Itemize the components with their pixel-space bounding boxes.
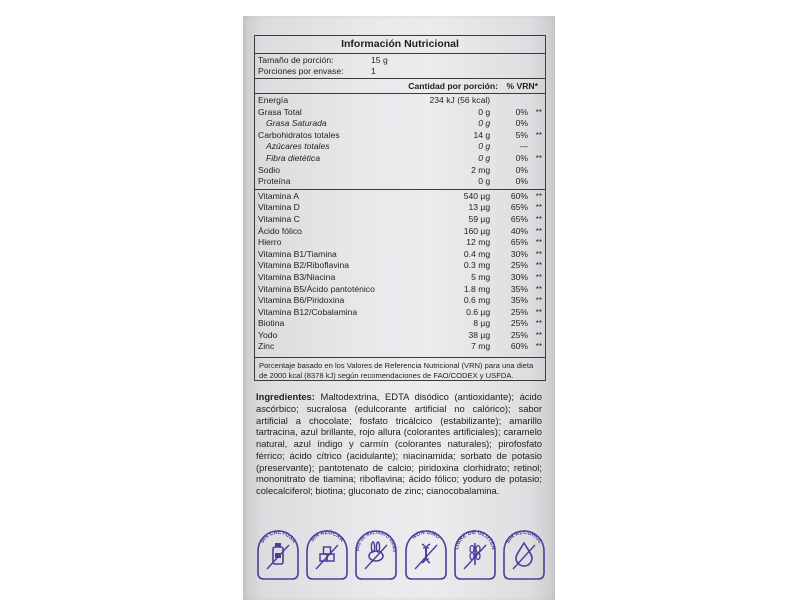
nutrient-amount: 0.6 µg (466, 306, 491, 317)
nutrient-amount: 160 µg (463, 225, 491, 236)
nutrient-pct: 5% (515, 129, 529, 140)
nutrient-footnote-mark: ** (535, 272, 542, 282)
nutrient-amount: 0 g (478, 152, 491, 163)
nutrient-row (258, 272, 542, 284)
nutrient-amount: 0.3 mg (463, 260, 491, 271)
nutrient-footnote-mark: ** (535, 261, 542, 271)
nutrient-pct: 65% (510, 202, 529, 213)
nutrient-name: Zinc (258, 341, 275, 352)
nutrient-footnote-mark: ** (535, 249, 542, 259)
nutrient-footnote-mark: ** (535, 153, 542, 163)
nutrient-row (258, 307, 542, 319)
footnote: Porcentaje basado en los Valores de Referencia Nutricional (VRN) para una dieta de 2000 kcal (8378 kJ) según recomendaciones de FAO/CODEX y USFDA. (255, 357, 545, 380)
nutrient-row (258, 95, 542, 107)
nutrient-pct: 65% (510, 213, 529, 224)
servings-row (258, 66, 541, 77)
nutrient-amount: 540 µg (463, 190, 491, 201)
badge-label: NON GMO (410, 529, 441, 541)
nutrient-name: Energía (258, 95, 289, 105)
badge-label: LIBRE DE GLUTEN (453, 529, 496, 551)
nutrient-row (258, 153, 542, 165)
nutrient-amount: 8 µg (473, 318, 491, 329)
badge (305, 525, 349, 581)
nutrient-name: Sodio (258, 164, 280, 175)
nutrient-pct: --- (519, 141, 529, 152)
ingredients-heading: Ingredientes: (256, 391, 315, 402)
nutrient-footnote-mark: ** (535, 191, 542, 201)
nutrient-row (258, 191, 542, 203)
nutrient-pct: 35% (510, 283, 529, 294)
nutrient-amount: 0.6 mg (463, 295, 491, 306)
nutrient-amount: 12 mg (466, 237, 491, 248)
nutrient-amount: 234 kJ (56 kcal) (429, 95, 491, 105)
nutrient-name: Ácido fólico (258, 225, 302, 236)
nutrient-amount: 59 µg (468, 213, 491, 224)
column-header (255, 79, 545, 94)
badge-label: SIN LACTOSA (259, 529, 297, 545)
nutrient-row (258, 260, 542, 272)
nutrient-amount: 0 g (478, 141, 491, 152)
nutrient-name: Azúcares totales (266, 141, 330, 152)
portion-size-label: Tamaño de porción: (258, 55, 334, 65)
nutrient-footnote-mark: ** (535, 238, 542, 248)
amount-column-header: Cantidad por porción: (408, 81, 498, 91)
nutrient-footnote-mark: ** (535, 284, 542, 294)
section-divider (255, 189, 545, 190)
nutrition-title: Información Nutricional (255, 36, 545, 54)
nutrient-row (258, 295, 542, 307)
nutrient-name: Proteína (258, 176, 291, 187)
nutrient-row (258, 249, 542, 261)
nutrient-row (258, 284, 542, 296)
nutrient-amount: 38 µg (468, 329, 491, 340)
badge (354, 525, 398, 581)
nutrient-name: Fibra dietética (266, 152, 320, 163)
badge-label: SIN AZÚCAR (309, 529, 345, 544)
portion-size-value: 15 g (371, 55, 388, 65)
ingredients-text (256, 391, 542, 497)
nutrient-row (258, 226, 542, 238)
nutrient-name: Vitamina D (258, 202, 300, 213)
nutrient-name: Yodo (258, 329, 278, 340)
nutrient-name: Hierro (258, 237, 282, 248)
nutrient-footnote-mark: ** (535, 296, 542, 306)
nutrient-name: Grasa Saturada (266, 118, 327, 129)
nutrient-row (258, 130, 542, 142)
nutrient-pct: 30% (510, 248, 529, 259)
nutrient-pct: 25% (510, 329, 529, 340)
nutrient-pct: 60% (510, 341, 529, 352)
badge (404, 525, 448, 581)
nutrient-footnote-mark: ** (535, 107, 542, 117)
nutrient-pct: 25% (510, 306, 529, 317)
nutrient-list (255, 94, 545, 353)
nutrient-row (258, 318, 542, 330)
nutrient-row (258, 202, 542, 214)
nutrient-pct: 25% (510, 318, 529, 329)
nutrient-name: Vitamina B5/Ácido pantoténico (258, 283, 375, 294)
nutrient-name: Vitamina B1/Tiamina (258, 248, 337, 259)
nutrient-row (258, 237, 542, 249)
nutrient-name: Biotina (258, 318, 285, 329)
nutrient-footnote-mark: ** (535, 226, 542, 236)
nutrient-pct: 30% (510, 271, 529, 282)
nutrient-footnote-mark: ** (535, 203, 542, 213)
nutrient-footnote-mark: ** (535, 214, 542, 224)
nutrient-footnote-mark (528, 176, 542, 188)
nutrient-name: Vitamina B6/Piridoxina (258, 295, 345, 306)
servings-value: 1 (371, 66, 376, 76)
nutrient-amount: 0 g (478, 118, 491, 129)
sugar-cubes-icon (320, 547, 334, 561)
nutrient-pct: 0% (515, 152, 529, 163)
nutrient-pct: 0% (515, 164, 529, 175)
nutrient-name: Vitamina B2/Riboflavina (258, 260, 350, 271)
nutrient-footnote-mark (528, 141, 542, 153)
nutrient-amount: 5 mg (471, 271, 491, 282)
nutrient-name: Vitamina B3/Niacina (258, 271, 336, 282)
nutrient-amount: 1.8 mg (463, 283, 491, 294)
nutrient-pct: 40% (510, 225, 529, 236)
nutrient-pct: 25% (510, 260, 529, 271)
nutrient-row (258, 214, 542, 226)
nutrient-footnote-mark: ** (535, 307, 542, 317)
nutrient-amount: 0.4 mg (463, 248, 491, 259)
nutrient-row (258, 118, 542, 130)
nutrient-footnote-mark: ** (535, 330, 542, 340)
nutrient-row (258, 330, 542, 342)
nutrient-name: Vitamina B12/Cobalamina (258, 306, 358, 317)
nutrient-amount: 14 g (473, 129, 491, 140)
nutrient-amount: 0 g (478, 106, 491, 117)
badge (453, 525, 497, 581)
portion-size-row (258, 55, 541, 66)
badge-row (256, 525, 546, 581)
nutrient-row (258, 176, 542, 188)
nutrient-amount: 0 g (478, 176, 491, 187)
nutrient-pct: 60% (510, 190, 529, 201)
nutrient-name: Vitamina A (258, 190, 299, 201)
nutrient-row (258, 341, 542, 353)
servings-label: Porciones por envase: (258, 66, 344, 76)
svg-text:LIBRE DE MALTRATO ANIMAL (354, 525, 397, 552)
nutrient-name: Carbohidratos totales (258, 129, 340, 140)
ingredients-list: Maltodextrina, EDTA disódico (antioxidante); ácido ascórbico; sucralosa (edulcorante artificial no calórico); sabor artificial a chocolate; fosfato tricálcico (estabilizante); amarillo tartracina, azul brillante, rojo allura (colorantes artificiales); caramelo natural, azul índigo y carmín (colorantes naturales); pirofosfato férrico; ácido cítrico (acidulante); niacinamida; sorbato de potasio (preservante); pantotenato de calcio; piridoxina clorhidrato; retinol; mononitrato de tiamina; riboflavina; ácido fólico; yoduro de potasio; colecalciferol; biotina; gluconato de zinc; cianocobalamina. (256, 391, 542, 496)
nutrient-pct: 0% (515, 176, 529, 187)
svg-text:SIN LACTOSA (259, 530, 297, 545)
nutrient-pct (490, 95, 528, 107)
nutrient-footnote-mark: ** (535, 130, 542, 140)
nutrient-footnote-mark: ** (535, 342, 542, 352)
badge-label: SIN ALCOHOL (504, 529, 543, 545)
nutrient-footnote-mark (528, 118, 542, 130)
nutrient-pct: 35% (510, 295, 529, 306)
badge (502, 525, 546, 581)
pct-column-header: % VRN* (506, 81, 538, 91)
badge-label: BRE DE MALTRATO ANIMA (355, 529, 398, 553)
nutrient-footnote-mark: ** (535, 319, 542, 329)
nutrient-amount: 13 µg (468, 202, 491, 213)
nutrient-footnote-mark (528, 95, 542, 107)
svg-text:NON GMO (411, 530, 441, 541)
nutrient-row (258, 141, 542, 153)
nutrient-pct: 0% (515, 118, 529, 129)
nutrient-pct: 0% (515, 106, 529, 117)
portion-info (255, 54, 545, 79)
badge (256, 525, 300, 581)
nutrient-name: Grasa Total (258, 106, 302, 117)
nutrient-row (258, 165, 542, 177)
nutrition-facts-table (254, 35, 546, 381)
nutrient-amount: 2 mg (471, 164, 491, 175)
nutrient-name: Vitamina C (258, 213, 300, 224)
nutrient-row (258, 107, 542, 119)
nutrient-amount: 7 mg (471, 341, 491, 352)
nutrient-pct: 65% (510, 237, 529, 248)
nutrient-footnote-mark (528, 165, 542, 177)
